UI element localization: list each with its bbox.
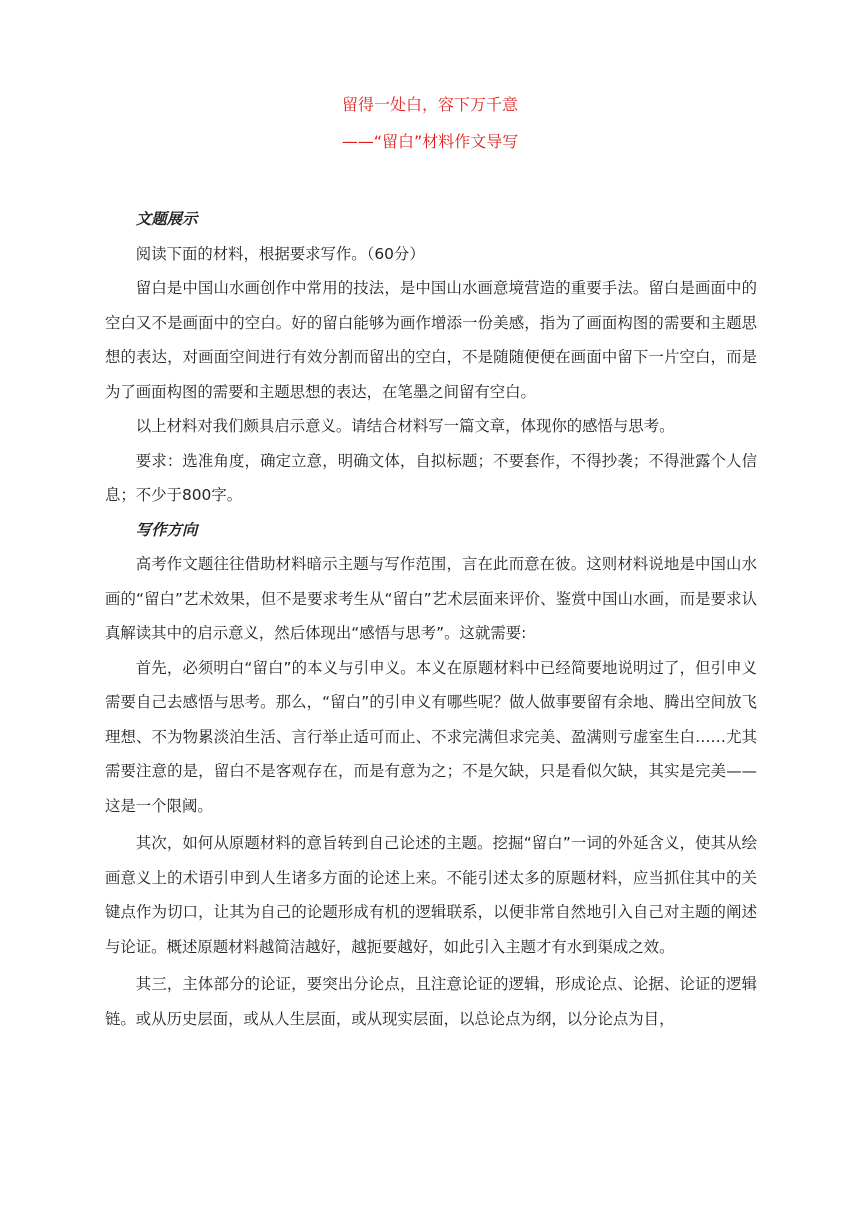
section-heading-guidance: 写作方向	[135, 520, 198, 539]
guidance-intro: 高考作文题往往借助材料暗示主题与写作范围，言在此而意在彼。这则材料说地是中国山水画的“留白”艺术效果，但不是要求考生从“留白”艺术层面来评价、鉴赏中国山水画，而是要求认真解读其中的启示意义，然后体现出“感悟与思考”。这就需要:	[105, 555, 757, 642]
document-body	[105, 202, 757, 1036]
guidance-third: 其三，主体部分的论证，要突出分论点，且注意论证的逻辑，形成论点、论据、论证的逻辑链。或从历史层面，或从人生层面，或从现实层面，以总论点为纲，以分论点为目，	[105, 975, 757, 1028]
document-subtitle: ——“留白”材料作文导写	[341, 132, 519, 151]
document-title: 留得一处白，容下万千意	[341, 95, 518, 114]
guidance-second: 其次，如何从原题材料的意旨转到自己论述的主题。挖掘“留白”一词的外延含义，使其从绘画意义上的术语引申到人生诸多方面的论述上来。不能引述太多的原题材料，应当抓住其中的关键点作为切口，让其为自己的论题形成有机的逻辑联系，以便非常自然地引入自己对主题的阐述与论证。概述原题材料越简洁越好，越扼要越好，如此引入主题才有水到渠成之效。	[105, 834, 757, 956]
prompt-instruction: 阅读下面的材料，根据要求写作。（60分）	[135, 244, 425, 263]
prompt-requirements: 要求：选准角度，确定立意，明确文体，自拟标题；不要套作，不得抄袭；不得泄露个人信息；不少于800字。	[105, 451, 757, 504]
prompt-material: 留白是中国山水画创作中常用的技法，是中国山水画意境营造的重要手法。留白是画面中的空白又不是画面中的空白。好的留白能够为画作增添一份美感，指为了画面构图的需要和主题思想的表达，对画面空间进行有效分割而留出的空白，不是随随便便在画面中留下一片空白，而是为了画面构图的需要和主题思想的表达，在笔墨之间留有空白。	[105, 279, 757, 401]
guidance-first: 首先，必须明白“留白”的本义与引申义。本义在原题材料中已经简要地说明过了，但引申义需要自己去感悟与思考。那么，“留白”的引申义有哪些呢？做人做事要留有余地、腾出空间放飞理想、不为物累淡泊生活、言行举止适可而止、不求完满但求完美、盈满则亏虚室生白……尤其需要注意的是，留白不是客观存在，而是有意为之；不是欠缺，只是看似欠缺，其实是完美——这是一个限阈。	[105, 658, 757, 815]
section-heading-prompt: 文题展示	[135, 210, 198, 228]
prompt-task: 以上材料对我们颇具启示意义。请结合材料写一篇文章，体现你的感悟与思考。	[135, 417, 675, 435]
